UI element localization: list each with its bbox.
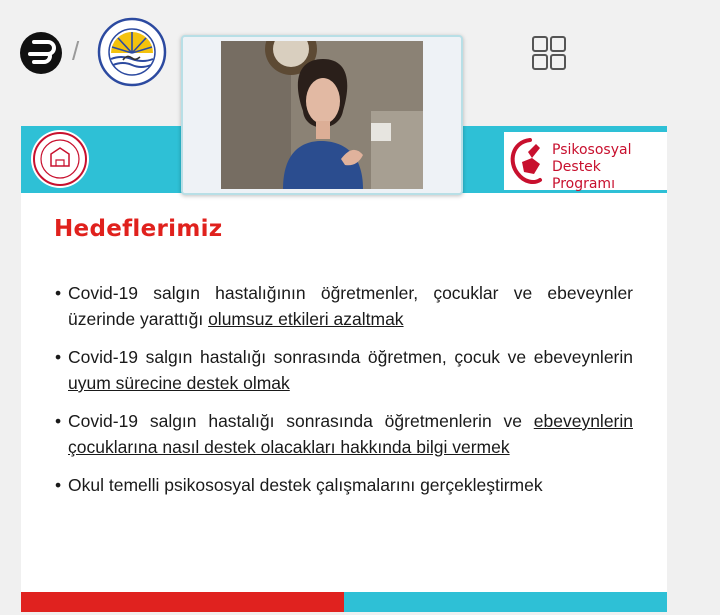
goal-item-1 xyxy=(55,280,633,332)
goal-text: Covid-19 salgın hastalığı sonrasında öğretmenlerin ve xyxy=(68,411,534,431)
goal-emphasis: olumsuz etkileri azaltmak xyxy=(208,309,404,329)
app-logo-icon[interactable] xyxy=(20,32,62,74)
goal-item-2 xyxy=(55,344,633,396)
presentation-slide xyxy=(21,126,667,612)
ministry-emblem-icon xyxy=(31,130,89,188)
pdp-logo-line1: Psikososyal xyxy=(552,142,632,158)
goal-text: Covid-19 salgın hastalığı sonrasında öğretmen, çocuk ve ebeveynlerin xyxy=(68,347,633,367)
goal-text: Covid-19 salgın hastalığının öğretmenler, çocuklar ve ebeveynler üzerinde yarattığı xyxy=(68,283,633,329)
participant-video-feed xyxy=(221,41,423,189)
participant-video-tile[interactable] xyxy=(181,35,463,195)
pdp-logo-text xyxy=(552,142,667,193)
psikososyal-logo xyxy=(504,132,667,190)
pdp-logo-line2: Destek Programı xyxy=(552,159,615,192)
goal-list xyxy=(55,280,633,510)
slide-title: Hedeflerimiz xyxy=(54,216,223,242)
goal-item-3 xyxy=(55,408,633,460)
breadcrumb-separator: / xyxy=(72,36,80,66)
school-seal-logo[interactable] xyxy=(97,17,167,87)
slide-footer-red-bar xyxy=(21,592,344,612)
goal-emphasis: uyum sürecine destek olmak xyxy=(68,373,290,393)
slide-footer-cyan-bar xyxy=(344,592,667,612)
goal-item-4 xyxy=(55,472,633,498)
grid-view-icon[interactable] xyxy=(532,36,566,70)
goal-text: Okul temelli psikososyal destek çalışmalarını gerçekleştirmek xyxy=(68,475,543,495)
goal-emphasis: ebeveynlerin çocuklarına nasıl destek olacakları hakkında bilgi vermek xyxy=(68,411,633,457)
